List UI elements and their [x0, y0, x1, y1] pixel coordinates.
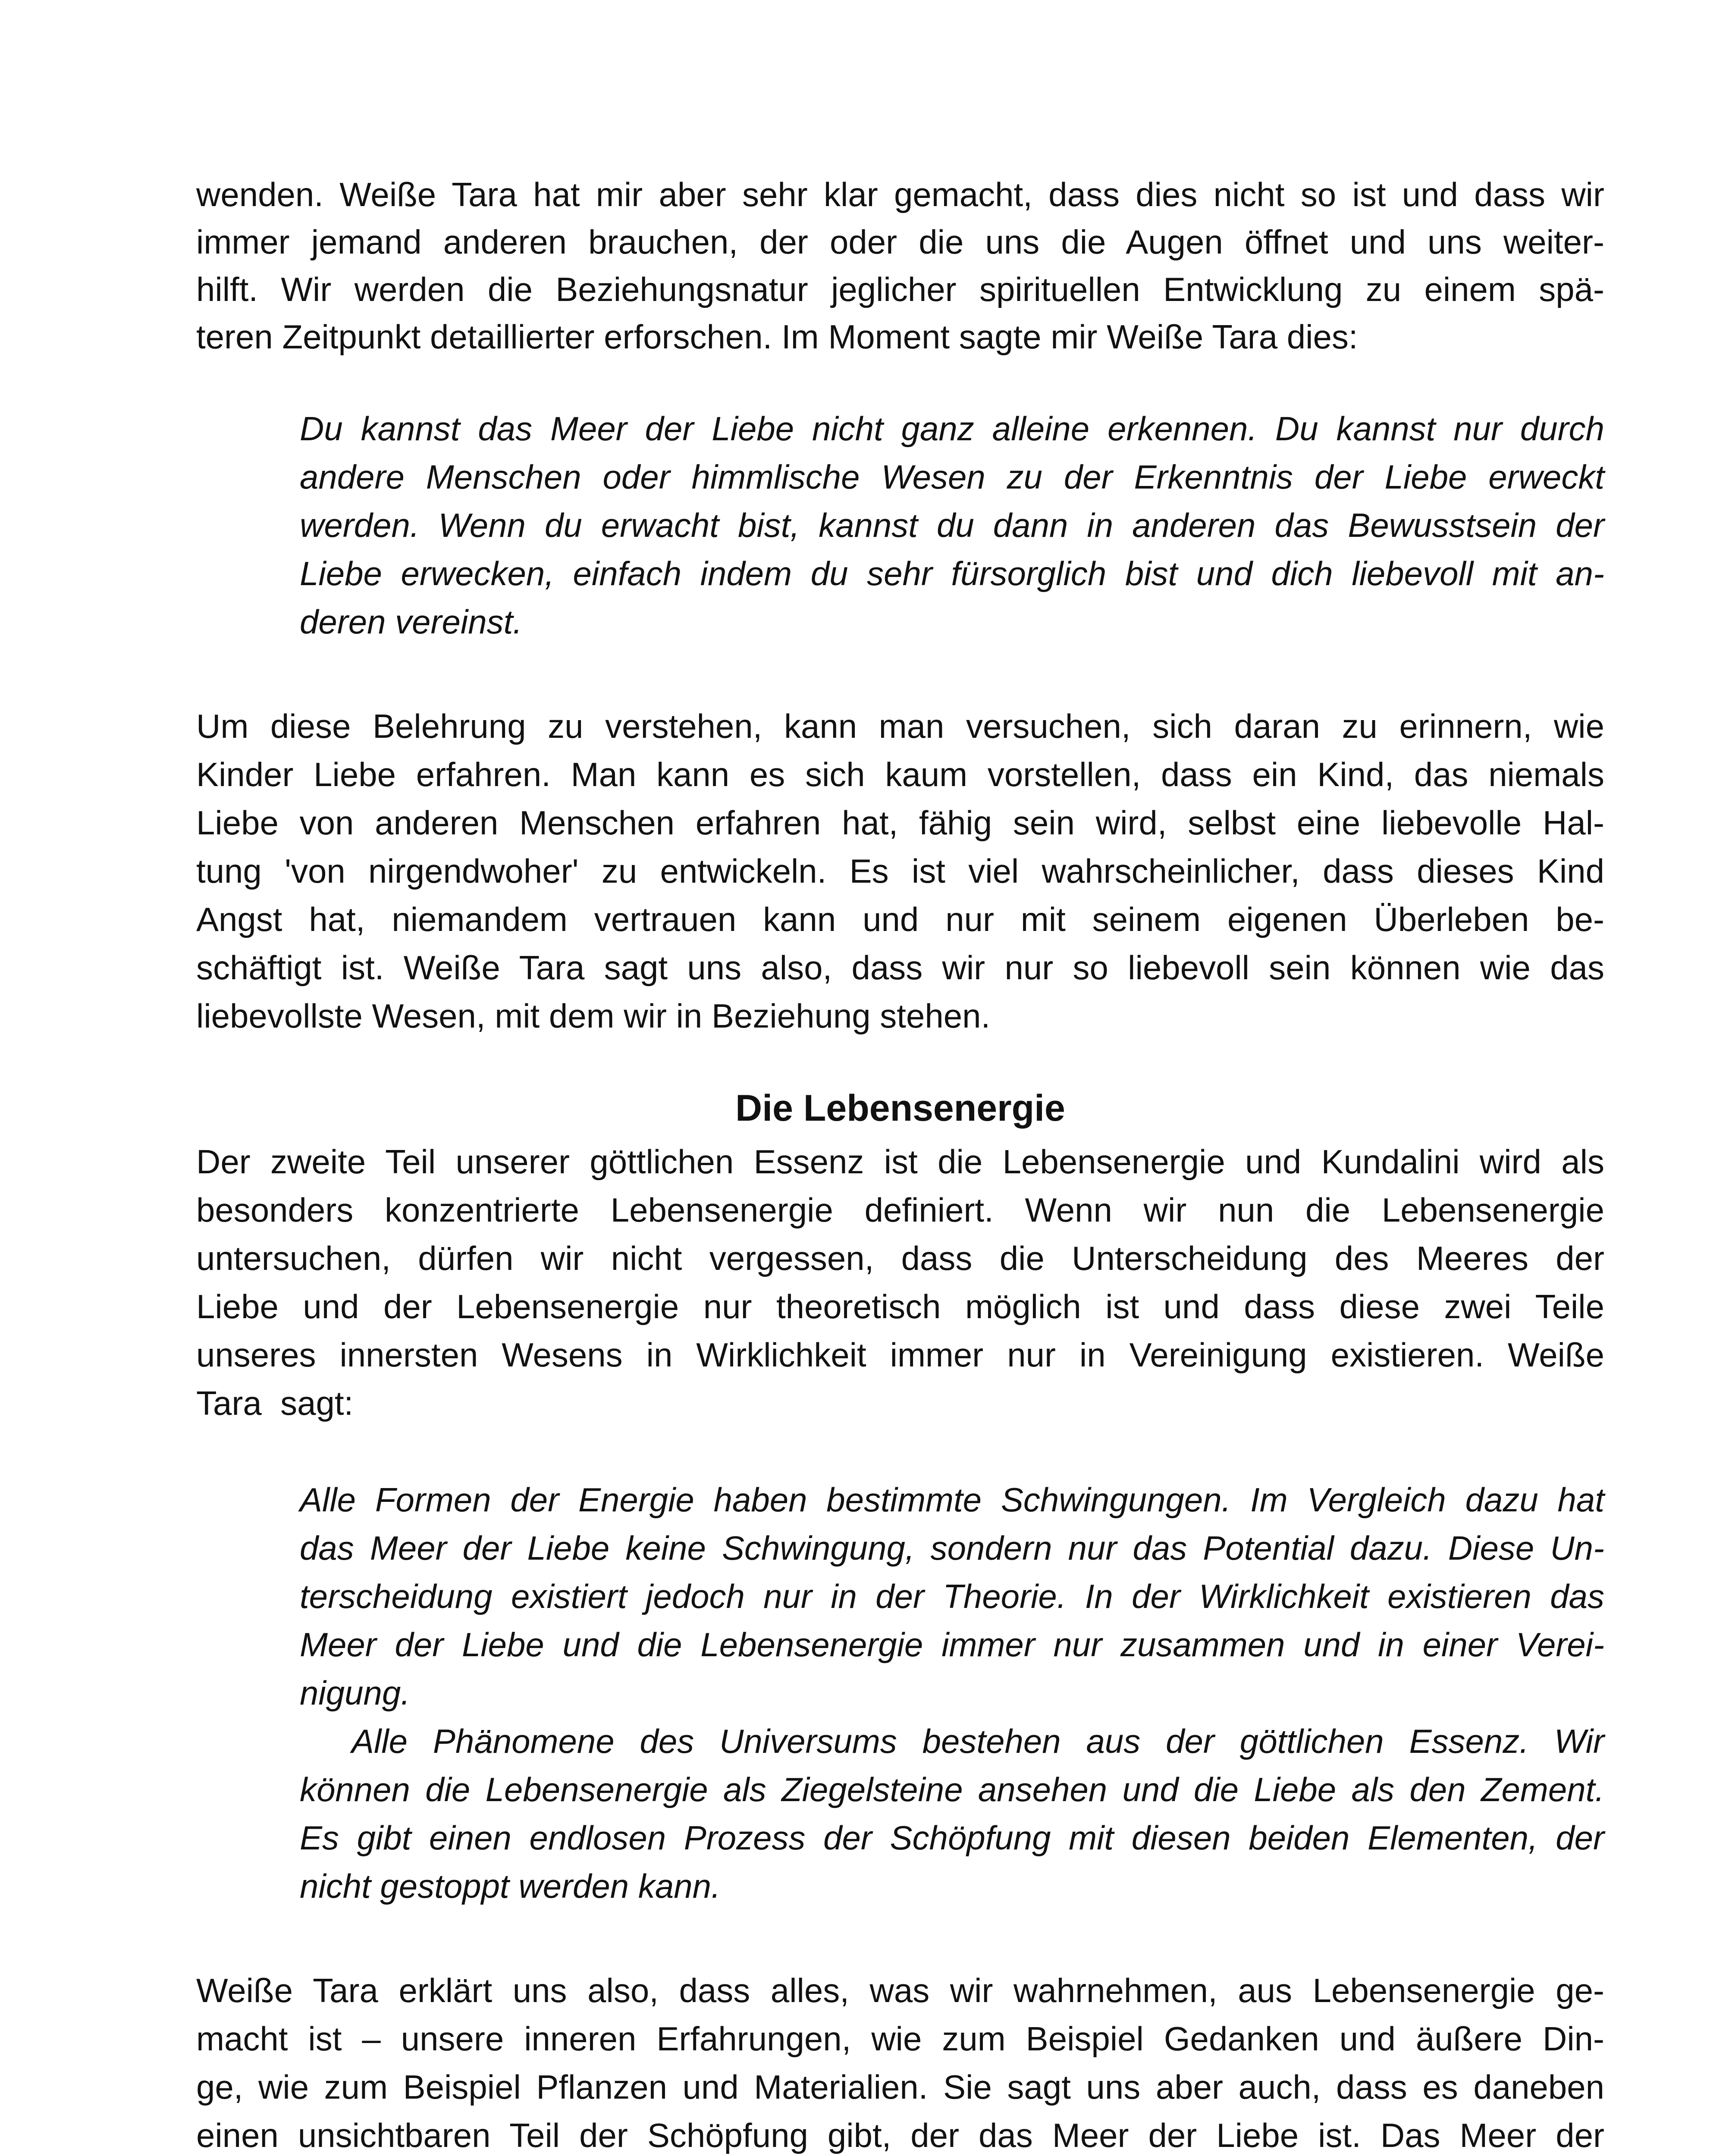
- quote-2-line: können die Lebensenergie als Ziegelsteine ansehen und die Liebe als den Zement.: [300, 1771, 1604, 1808]
- paragraph-1-line: immer jemand anderen brauchen, der oder die uns die Augen öffnet und uns weiter-: [196, 223, 1604, 261]
- quote-1-line: Liebe erwecken, einfach indem du sehr fürsorglich bist und dich liebevoll mit an-: [300, 555, 1604, 592]
- quote-1-line: Du kannst das Meer der Liebe nicht ganz alleine erkennen. Du kannst nur durch: [300, 410, 1604, 448]
- paragraph-1-line: wenden. Weiße Tara hat mir aber sehr klar gemacht, dass dies nicht so ist und dass wir: [196, 175, 1604, 213]
- paragraph-3-line: unseres innersten Wesens in Wirklichkeit immer nur in Vereinigung existieren. Weiße: [196, 1336, 1604, 1374]
- paragraph-4-line: macht ist – unsere inneren Erfahrungen, wie zum Beispiel Gedanken und äußere Din-: [196, 2020, 1604, 2058]
- section-heading: Die Lebensenergie: [735, 1087, 1065, 1129]
- paragraph-2-line: Kinder Liebe erfahren. Man kann es sich kaum vorstellen, dass ein Kind, das niemals: [196, 755, 1604, 793]
- paragraph-4-line: einen unsichtbaren Teil der Schöpfung gibt, der das Meer der Liebe ist. Das Meer der: [196, 2116, 1604, 2154]
- paragraph-2-line: tung 'von nirgendwoher' zu entwickeln. Es ist viel wahrscheinlicher, dass dieses Kind: [196, 852, 1604, 890]
- paragraph-2-line: Angst hat, niemandem vertrauen kann und nur mit seinem eigenen Überleben be-: [196, 900, 1604, 938]
- paragraph-2-line: liebevollste Wesen, mit dem wir in Beziehung stehen.: [196, 997, 991, 1035]
- paragraph-2-line: Liebe von anderen Menschen erfahren hat, fähig sein wird, selbst eine liebevolle Hal-: [196, 804, 1604, 842]
- paragraph-2-line: Um diese Belehrung zu verstehen, kann man versuchen, sich daran zu erinnern, wie: [196, 707, 1604, 745]
- quote-2-line: Alle Phänomene des Universums bestehen aus der göttlichen Essenz. Wir: [351, 1722, 1604, 1760]
- quote-2-line: terscheidung existiert jedoch nur in der Theorie. In der Wirklichkeit existieren das: [300, 1577, 1604, 1615]
- quote-2-line: das Meer der Liebe keine Schwingung, sondern nur das Potential dazu. Diese Un-: [300, 1529, 1604, 1567]
- quote-2-line: Meer der Liebe und die Lebensenergie immer nur zusammen und in einer Verei-: [300, 1626, 1604, 1664]
- paragraph-3-line: Der zweite Teil unserer göttlichen Essenz ist die Lebensenergie und Kundalini wird als: [196, 1143, 1604, 1181]
- quote-2-line: Es gibt einen endlosen Prozess der Schöpfung mit diesen beiden Elementen, der: [300, 1819, 1604, 1857]
- paragraph-1-line: hilft. Wir werden die Beziehungsnatur jeglicher spirituellen Entwicklung zu einem spä-: [196, 270, 1604, 308]
- paragraph-3-line: Tara sagt:: [196, 1384, 354, 1422]
- paragraph-4-line: ge, wie zum Beispiel Pflanzen und Materialien. Sie sagt uns aber auch, dass es daneben: [196, 2068, 1604, 2106]
- quote-1-line: andere Menschen oder himmlische Wesen zu der Erkenntnis der Liebe erweckt: [300, 458, 1604, 496]
- paragraph-3-line: untersuchen, dürfen wir nicht vergessen, dass die Unterscheidung des Meeres der: [196, 1239, 1604, 1277]
- quote-2-line: nigung.: [300, 1674, 410, 1712]
- paragraph-3-line: besonders konzentrierte Lebensenergie definiert. Wenn wir nun die Lebensenergie: [196, 1191, 1604, 1229]
- quote-1-line: deren vereinst.: [300, 603, 522, 641]
- paragraph-4-line: Weiße Tara erklärt uns also, dass alles, was wir wahrnehmen, aus Lebensenergie ge-: [196, 1971, 1604, 2009]
- paragraph-3-line: Liebe und der Lebensenergie nur theoretisch möglich ist und dass diese zwei Teile: [196, 1288, 1604, 1326]
- quote-1-line: werden. Wenn du erwacht bist, kannst du dann in anderen das Bewusstsein der: [300, 506, 1604, 544]
- paragraph-1-line: teren Zeitpunkt detaillierter erforschen. Im Moment sagte mir Weiße Tara dies:: [196, 318, 1358, 356]
- paragraph-2-line: schäftigt ist. Weiße Tara sagt uns also, dass wir nur so liebevoll sein können wie das: [196, 949, 1604, 987]
- quote-2-line: Alle Formen der Energie haben bestimmte Schwingungen. Im Vergleich dazu hat: [300, 1481, 1604, 1519]
- quote-2-line: nicht gestoppt werden kann.: [300, 1867, 721, 1905]
